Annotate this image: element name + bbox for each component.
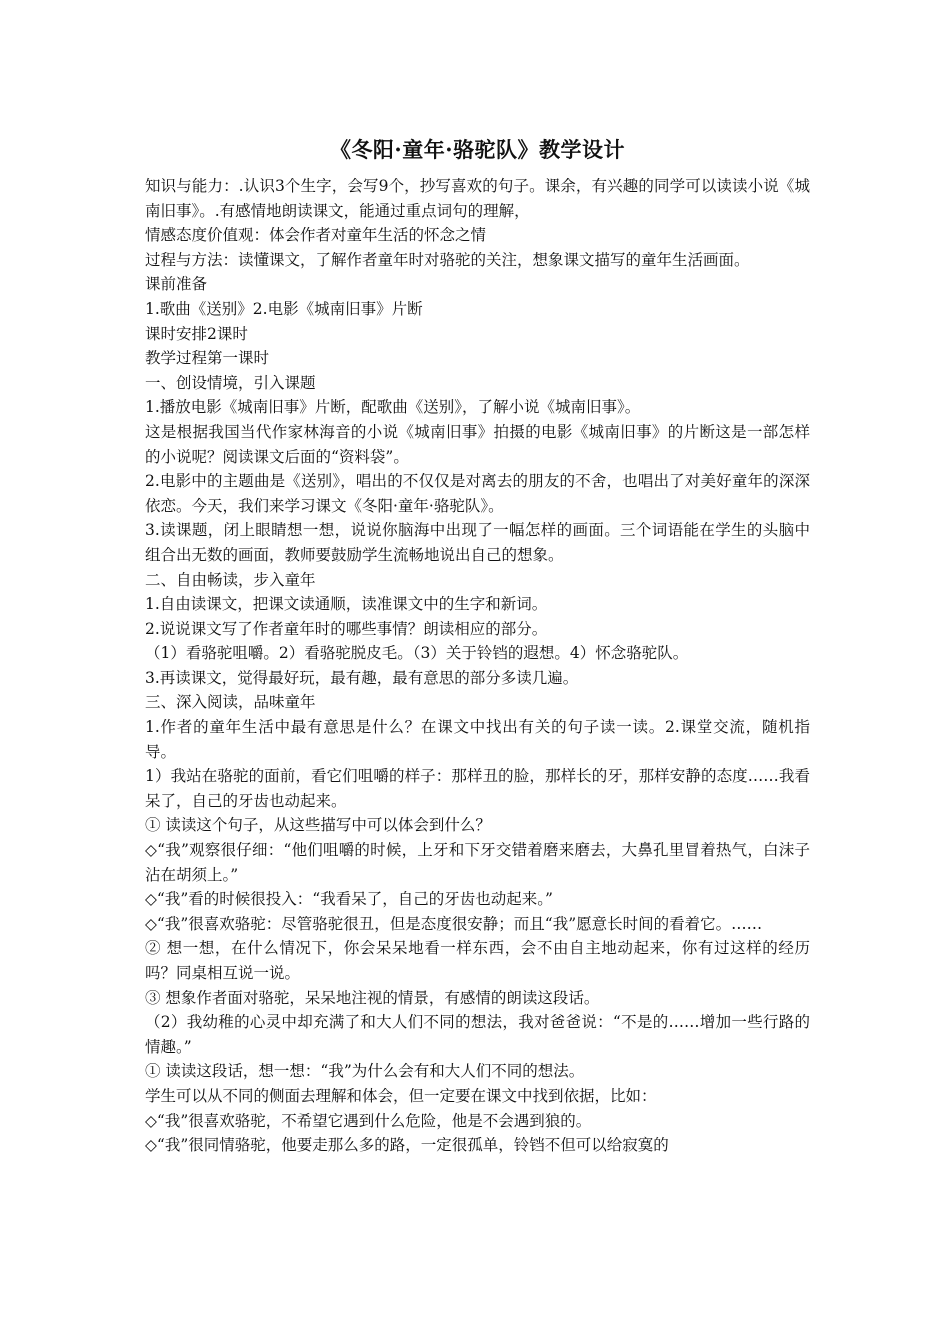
paragraph: 学生可以从不同的侧面去理解和体会，但一定要在课文中找到依据，比如： — [145, 1086, 657, 1105]
paragraph: 1.歌曲《送别》2.电影《城南旧事》片断 — [145, 299, 423, 318]
paragraph: （2）我幼稚的心灵中却充满了和大人们不同的想法，我对爸爸说：“不是的……增加一些行路的情趣。” — [145, 1013, 810, 1056]
paragraph: ◇“我”很同情骆驼，他要走那么多的路，一定很孤单，铃铛不但可以给寂寞的 — [145, 1136, 669, 1155]
paragraph: 课时安排2课时 — [145, 324, 248, 343]
paragraph: （1）看骆驼咀嚼。2）看骆驼脱皮毛。（3）关于铃铛的遐想。4）怀念骆驼队。 — [145, 644, 689, 663]
paragraph: 一、创设情境，引入课题 — [145, 373, 316, 392]
paragraph: 1.作者的童年生活中最有意思是什么？在课文中找出有关的句子读一读。2.课堂交流，随机指导。 — [145, 718, 810, 761]
paragraph: ◇“我”很喜欢骆驼，不希望它遇到什么危险，他是不会遇到狼的。 — [145, 1111, 592, 1130]
paragraph: 三、深入阅读，品味童年 — [145, 693, 316, 712]
paragraph: ① 读读这段话，想一想：“我”为什么会有和大人们不同的想法。 — [145, 1062, 585, 1081]
paragraph: 1.播放电影《城南旧事》片断，配歌曲《送别》，了解小说《城南旧事》。 — [145, 398, 641, 417]
paragraph: 二、自由畅读，步入童年 — [145, 570, 316, 589]
document-page — [145, 130, 810, 1158]
paragraph: 课前准备 — [145, 275, 208, 294]
paragraph: 1）我站在骆驼的面前，看它们咀嚼的样子：那样丑的脸，那样长的牙，那样安静的态度……我看呆了，自己的牙齿也动起来。 — [145, 767, 810, 810]
document-body — [145, 174, 810, 1158]
paragraph: ◇“我”很喜欢骆驼：尽管骆驼很丑，但是态度很安静；而且“我”愿意长时间的看着它。…… — [145, 914, 763, 933]
paragraph: ① 读读这个句子，从这些描写中可以体会到什么？ — [145, 816, 491, 835]
paragraph: ② 想一想，在什么情况下，你会呆呆地看一样东西，会不由自主地动起来，你有过这样的经历吗？同桌相互说一说。 — [145, 939, 810, 982]
paragraph: 3.再读课文，觉得最好玩，最有趣，最有意思的部分多读几遍。 — [145, 668, 579, 687]
paragraph: ③ 想象作者面对骆驼，呆呆地注视的情景，有感情的朗读这段话。 — [145, 988, 600, 1007]
paragraph: ◇“我”看的时候很投入：“我看呆了，自己的牙齿也动起来。” — [145, 890, 553, 909]
paragraph: 过程与方法：读懂课文，了解作者童年时对骆驼的关注，想象课文描写的童年生活画面。 — [145, 250, 750, 269]
paragraph: 2.说说课文写了作者童年时的哪些事情？朗读相应的部分。 — [145, 619, 548, 638]
paragraph: 这是根据我国当代作家林海音的小说《城南旧事》拍摄的电影《城南旧事》的片断这是一部怎样的小说呢？阅读课文后面的“资料袋”。 — [145, 422, 810, 466]
paragraph: 1.自由读课文，把课文读通顺，读准课文中的生字和新词。 — [145, 595, 548, 614]
paragraph: 3.读课题，闭上眼睛想一想，说说你脑海中出现了一幅怎样的画面。三个词语能在学生的头脑中组合出无数的画面，教师要鼓励学生流畅地说出自己的想象。 — [145, 521, 810, 564]
paragraph: ◇“我”观察很仔细：“他们咀嚼的时候，上牙和下牙交错着磨来磨去，大鼻孔里冒着热气，白沫子沾在胡须上。” — [145, 841, 810, 884]
paragraph: 教学过程第一课时 — [145, 349, 270, 368]
paragraph: 知识与能力：.认识3个生字，会写9个，抄写喜欢的句子。课余，有兴趣的同学可以读读小说《城南旧事》。.有感情地朗读课文，能通过重点词句的理解， — [145, 177, 810, 220]
paragraph: 2.电影中的主题曲是《送别》，唱出的不仅仅是对离去的朋友的不舍，也唱出了对美好童年的深深依恋。今天，我们来学习课文《冬阳·童年·骆驼队》。 — [145, 472, 810, 515]
document-title: 《冬阳·童年·骆驼队》教学设计 — [329, 137, 626, 162]
paragraph: 情感态度价值观：体会作者对童年生活的怀念之情 — [145, 226, 487, 245]
